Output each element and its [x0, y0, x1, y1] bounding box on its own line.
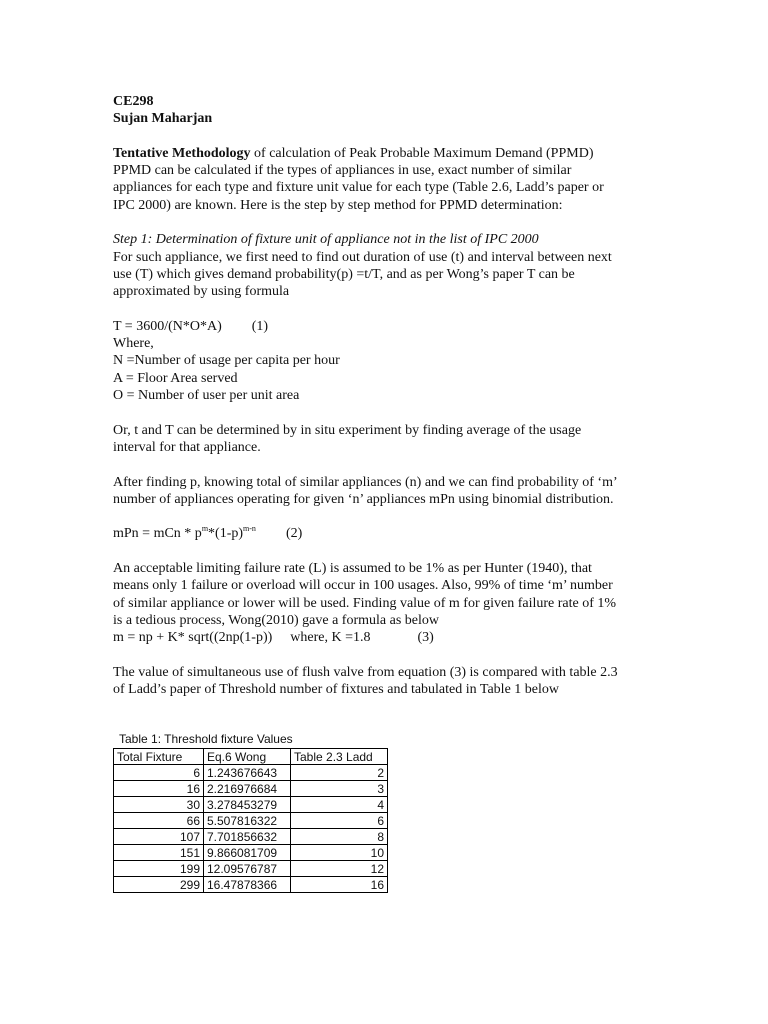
step1-line: For such appliance, we first need to find out duration of use (t) and interval between next [113, 249, 612, 265]
equation-1-number: (1) [251, 318, 269, 334]
step1-line: approximated by using formula [113, 284, 290, 300]
equation-1 [113, 318, 653, 335]
compare-line: of Ladd’s paper of Threshold number of fixtures and tabulated in Table 1 below [113, 682, 559, 698]
step1-line: use (T) which gives demand probability(p) =t/T, and as per Wong’s paper T can be [113, 266, 575, 282]
intro-line: PPMD can be calculated if the types of appliances in use, exact number of similar [113, 163, 572, 179]
table-row: 151 9.866081709 10 [114, 845, 388, 861]
col-header-ladd: Table 2.3 Ladd [291, 749, 388, 765]
document-body [113, 93, 653, 698]
equation-3 [113, 629, 653, 646]
equation-2-number: (2) [285, 526, 303, 542]
table-row: 6 1.243676643 2 [114, 765, 388, 781]
author-name: Sujan Maharjan [113, 111, 213, 127]
intro-bold: Tentative Methodology [113, 145, 251, 161]
failure-line: is a tedious process, Wong(2010) gave a formula as below [113, 612, 439, 628]
intro-line: appliances for each type and fixture unit value for each type (Table 2.6, Ladd’s paper or [113, 180, 604, 196]
equation-3-number: (3) [417, 630, 434, 646]
intro-title-line [113, 145, 653, 162]
col-header-wong: Eq.6 Wong [204, 749, 291, 765]
where-label: Where, [113, 336, 154, 352]
failure-line: An acceptable limiting failure rate (L) is assumed to be 1% as per Hunter (1940), that [113, 561, 592, 577]
table-header-row [114, 749, 388, 765]
table-row: 30 3.278453279 4 [114, 797, 388, 813]
equation-3-where: where, K =1.8 [290, 630, 371, 646]
equation-2: mPn = mCn * $p^m*(1-p)^{m-n}$ (2) [113, 524, 303, 542]
table-row: 107 7.701856632 8 [114, 829, 388, 845]
equation-1-formula: T = 3600/(N*O*A) [113, 318, 222, 334]
table-row: 199 12.09576787 12 [114, 861, 388, 877]
binomial-line: number of appliances operating for given ‘n’ appliances mPn using binomial distribution. [113, 491, 614, 507]
table-row: 66 5.507816322 6 [114, 813, 388, 829]
insitu-line: interval for that appliance. [113, 439, 261, 455]
threshold-table [113, 748, 388, 893]
threshold-table-block [113, 732, 388, 893]
col-header-total-fixture: Total Fixture [114, 749, 204, 765]
compare-line: The value of simultaneous use of flush valve from equation (3) is compared with table 2.3 [113, 664, 618, 680]
table-row: 299 16.47878366 16 [114, 877, 388, 893]
insitu-line: Or, t and T can be determined by in situ experiment by finding average of the usage [113, 422, 582, 438]
intro-rest: of calculation of Peak Probable Maximum Demand (PPMD) [250, 145, 594, 161]
where-item: A = Floor Area served [113, 370, 238, 386]
table-row: 16 2.216976684 3 [114, 781, 388, 797]
where-item: O = Number of user per unit area [113, 388, 300, 404]
binomial-line: After finding p, knowing total of similar appliances (n) and we can find probability of ‘m’ [113, 474, 618, 490]
table-caption: Table 1: Threshold fixture Values [119, 732, 293, 746]
failure-line: means only 1 failure or overload will occur in 100 usages. Also, 99% of time ‘m’ number [113, 578, 613, 594]
where-item: N =Number of usage per capita per hour [113, 353, 340, 369]
equation-3-formula: m = np + K* sqrt((2np(1-p)) [113, 630, 273, 646]
intro-line: IPC 2000) are known. Here is the step by step method for PPMD determination: [113, 197, 563, 213]
step1-heading: Step 1: Determination of fixture unit of appliance not in the list of IPC 2000 [113, 232, 539, 248]
course-code: CE298 [113, 94, 154, 109]
failure-line: of similar appliance or lower will be used. Finding value of m for given failure rate of 1% [113, 595, 617, 611]
